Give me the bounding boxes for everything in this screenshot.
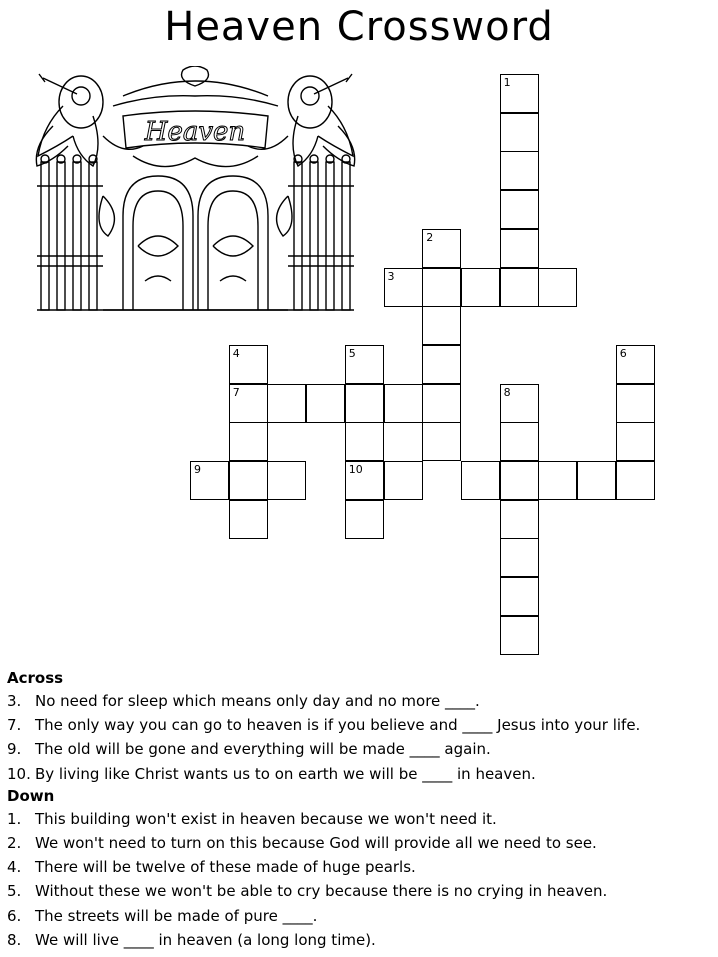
clue-text: Without these we won't be able to cry because there is no crying in heaven. [35, 882, 608, 901]
grid-cell[interactable] [500, 616, 539, 655]
clue-text: By living like Christ wants us to on earth we will be ____ in heaven. [35, 764, 536, 783]
grid-cell[interactable] [422, 345, 461, 384]
clue-number: 6. [7, 906, 22, 925]
grid-cell[interactable] [500, 74, 539, 113]
grid-cell[interactable] [461, 461, 500, 500]
clue-number-label: 2 [426, 230, 434, 244]
clue-down-1 [7, 807, 712, 831]
clue-number-label: 9 [194, 463, 201, 476]
clue-number-label: 10 [348, 463, 363, 476]
grid-cell[interactable] [577, 461, 616, 500]
grid-cell[interactable] [190, 461, 229, 500]
grid-cell[interactable] [229, 461, 268, 500]
grid-cell[interactable] [384, 384, 423, 423]
clue-across-9 [7, 737, 712, 761]
grid-cell[interactable] [345, 384, 384, 423]
clue-text: The only way you can go to heaven is if you believe and ____ Jesus into your life. [35, 716, 641, 735]
grid-cell[interactable] [500, 151, 539, 190]
grid-cell[interactable] [461, 268, 500, 307]
clue-text: We won't need to turn on this because God will provide all we need to see. [35, 833, 597, 852]
grid-cell[interactable] [345, 345, 384, 384]
clue-down-2 [7, 831, 712, 855]
grid-cell[interactable] [616, 422, 655, 461]
clue-number: 8. [7, 930, 22, 949]
grid-cell[interactable] [422, 268, 461, 307]
clue-number: 3. [7, 692, 22, 710]
clue-number-label: 4 [232, 346, 240, 360]
grid-cell[interactable] [384, 268, 423, 307]
grid-cell[interactable] [267, 461, 306, 500]
clue-text: The old will be gone and everything will be made ____ again. [35, 740, 491, 759]
grid-cell[interactable] [500, 538, 539, 577]
grid-cell[interactable] [229, 500, 268, 539]
down-heading: Down [7, 786, 55, 805]
grid-cell[interactable] [306, 384, 345, 423]
grid-cell[interactable] [500, 384, 539, 423]
clue-text: We will live ____ in heaven (a long long time). [35, 930, 376, 949]
grid-cell[interactable] [500, 229, 539, 268]
grid-cell[interactable] [616, 345, 655, 384]
grid-cell[interactable] [229, 384, 268, 423]
grid-cell[interactable] [422, 229, 461, 268]
clue-text: There will be twelve of these made of huge pearls. [35, 858, 416, 877]
grid-cell[interactable] [422, 384, 461, 423]
clue-down-4 [7, 855, 712, 879]
clue-across-3 [7, 689, 712, 713]
grid-cell[interactable] [229, 422, 268, 461]
clue-number: 7. [7, 716, 22, 735]
grid-cell[interactable] [500, 422, 539, 461]
clue-down-8 [7, 928, 712, 952]
grid-cell[interactable] [345, 500, 384, 539]
grid-cell[interactable] [500, 190, 539, 229]
clue-text: This building won't exist in heaven because we won't need it. [35, 809, 497, 828]
clue-number-label: 5 [348, 346, 356, 360]
grid-cell[interactable] [500, 113, 539, 152]
grid-cell[interactable] [267, 384, 306, 423]
banner-text: Heaven [144, 117, 246, 147]
grid-cell[interactable] [384, 461, 423, 500]
grid-cell[interactable] [422, 306, 461, 345]
clue-number-label: 6 [619, 346, 627, 360]
grid-cell[interactable] [500, 577, 539, 616]
grid-cell[interactable] [345, 422, 384, 461]
grid-cell[interactable] [345, 461, 384, 500]
grid-cell[interactable] [500, 268, 539, 307]
clue-number: 1. [7, 809, 22, 828]
clue-down-5 [7, 879, 712, 903]
clue-number: 2. [7, 833, 22, 852]
clue-number: 5. [7, 882, 22, 901]
across-heading: Across [7, 669, 64, 687]
clue-number-label: 1 [503, 76, 511, 89]
clue-text: The streets will be made of pure ____. [35, 906, 318, 925]
clues-section [7, 668, 712, 952]
grid-cell[interactable] [616, 384, 655, 423]
clue-across-10 [7, 762, 712, 786]
clue-number: 10. [7, 764, 31, 783]
clue-number: 9. [7, 740, 22, 759]
clue-number: 4. [7, 858, 22, 877]
grid-cell[interactable] [500, 500, 539, 539]
clue-text: No need for sleep which means only day and no more ____. [35, 692, 480, 710]
grid-cell[interactable] [538, 461, 577, 500]
grid-cell[interactable] [422, 422, 461, 461]
clue-across-7 [7, 713, 712, 737]
grid-cell[interactable] [538, 268, 577, 307]
clue-number-label: 7 [232, 385, 240, 399]
clue-number-label: 8 [503, 385, 511, 399]
page-title: Heaven Crossword [164, 4, 554, 50]
grid-cell[interactable] [616, 461, 655, 500]
grid-cell[interactable] [229, 345, 268, 384]
clue-down-6 [7, 904, 712, 928]
grid-cell[interactable] [500, 461, 539, 500]
clue-number-label: 3 [387, 269, 395, 283]
